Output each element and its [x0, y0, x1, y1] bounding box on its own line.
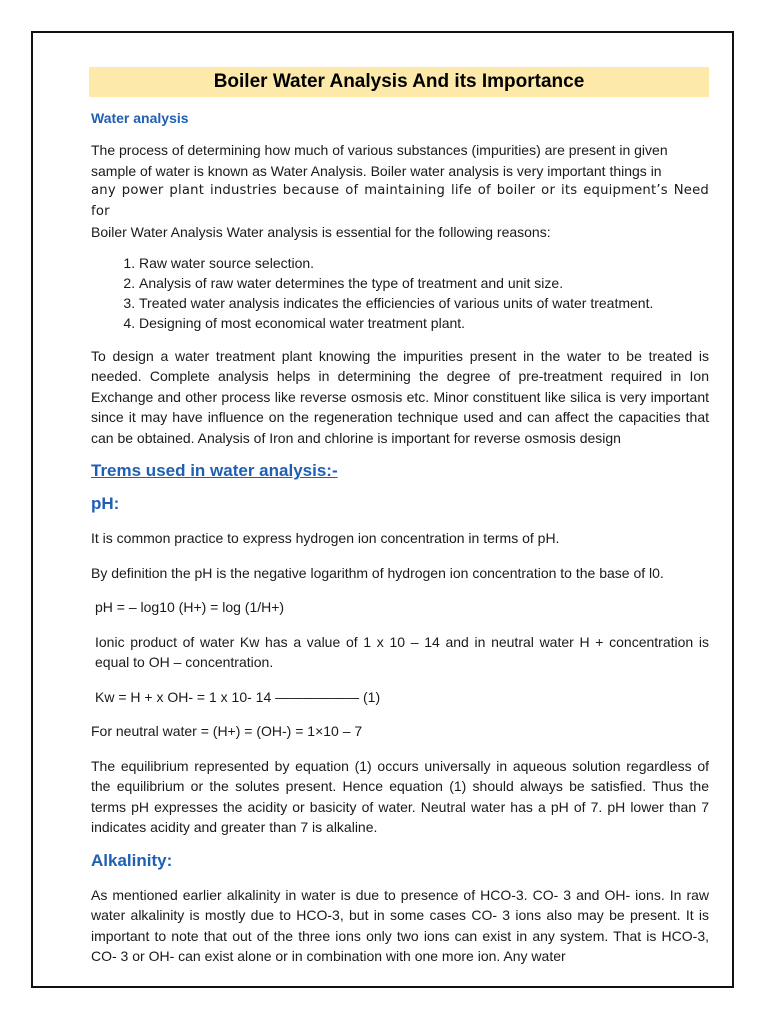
- document-body: [89, 67, 709, 967]
- list-item: 3. Treated water analysis indicates the efficiencies of various units of water treatment.: [139, 293, 709, 313]
- document-title: Boiler Water Analysis And its Importance: [89, 67, 709, 97]
- alkalinity-heading: Alkalinity:: [91, 850, 173, 870]
- ph-paragraph: It is common practice to express hydrogen ion concentration in terms of pH.: [91, 530, 560, 547]
- ph-equation: pH = – log10 (H+) = log (1/H+): [95, 599, 285, 616]
- neutral-equation: For neutral water = (H+) = (OH-) = 1×10 – 7: [91, 723, 363, 740]
- water-analysis-heading: Water analysis: [91, 110, 189, 126]
- ph-heading: pH:: [91, 494, 120, 514]
- intro-paragraph: [89, 140, 709, 243]
- kw-equation: Kw = H + x OH- = 1 x 10- 14 —————— (1): [95, 688, 381, 705]
- intro-line: Boiler Water Analysis Water analysis is essential for the following reasons:: [91, 224, 551, 240]
- terms-heading: Trems used in water analysis:-: [91, 461, 338, 481]
- ph-paragraph: The equilibrium represented by equation (1) occurs universally in aqueous solution regardless of the equilibrium or the solutes present. Hence equation (1) should always be satisfied. Thus the terms pH expresses the acidity or basicity of water. Neutral water has a pH of 7. pH lower than 7 indicates acidity and greater than 7 is alkaline.: [91, 757, 709, 836]
- intro-line: sample of water is known as Water Analysis. Boiler water analysis is very important things in: [91, 162, 662, 179]
- list-item: 1. Raw water source selection.: [139, 253, 709, 273]
- intro-line: The process of determining how much of various substances (impurities) are present in given: [91, 142, 668, 158]
- design-paragraph: To design a water treatment plant knowing the impurities present in the water to be treated is needed. Complete analysis helps in determining the degree of pre-treatment required in Ion Exchange and other process like reverse osmosis etc. Minor constituent like silica is very important since it may have influence on the regeneration technique used and can affect the capacities that can be obtained. Analysis of Iron and chlorine is important for reverse osmosis design: [91, 347, 709, 446]
- ph-paragraph: Ionic product of water Kw has a value of 1 x 10 – 14 and in neutral water H + concentration is equal to OH – concentration.: [95, 633, 709, 671]
- list-item: 2. Analysis of raw water determines the type of treatment and unit size.: [139, 273, 709, 293]
- list-item: 4. Designing of most economical water treatment plant.: [139, 313, 709, 333]
- intro-line: any power plant industries because of maintaining life of boiler or its equipment’s Need for: [91, 183, 709, 219]
- alkalinity-paragraph: As mentioned earlier alkalinity in water is due to presence of HCO-3. CO- 3 and OH- ions. In raw water alkalinity is mostly due to HCO-3, but in some cases CO- 3 ions also may be present. It is important to note that out of the three ions only two ions can exist in any system. That is HCO-3, CO- 3 or OH- can exist alone or in combination with one more ion. Any water: [91, 886, 709, 965]
- ph-paragraph: By definition the pH is the negative logarithm of hydrogen ion concentration to the base of l0.: [91, 564, 664, 581]
- reasons-list: [89, 253, 709, 334]
